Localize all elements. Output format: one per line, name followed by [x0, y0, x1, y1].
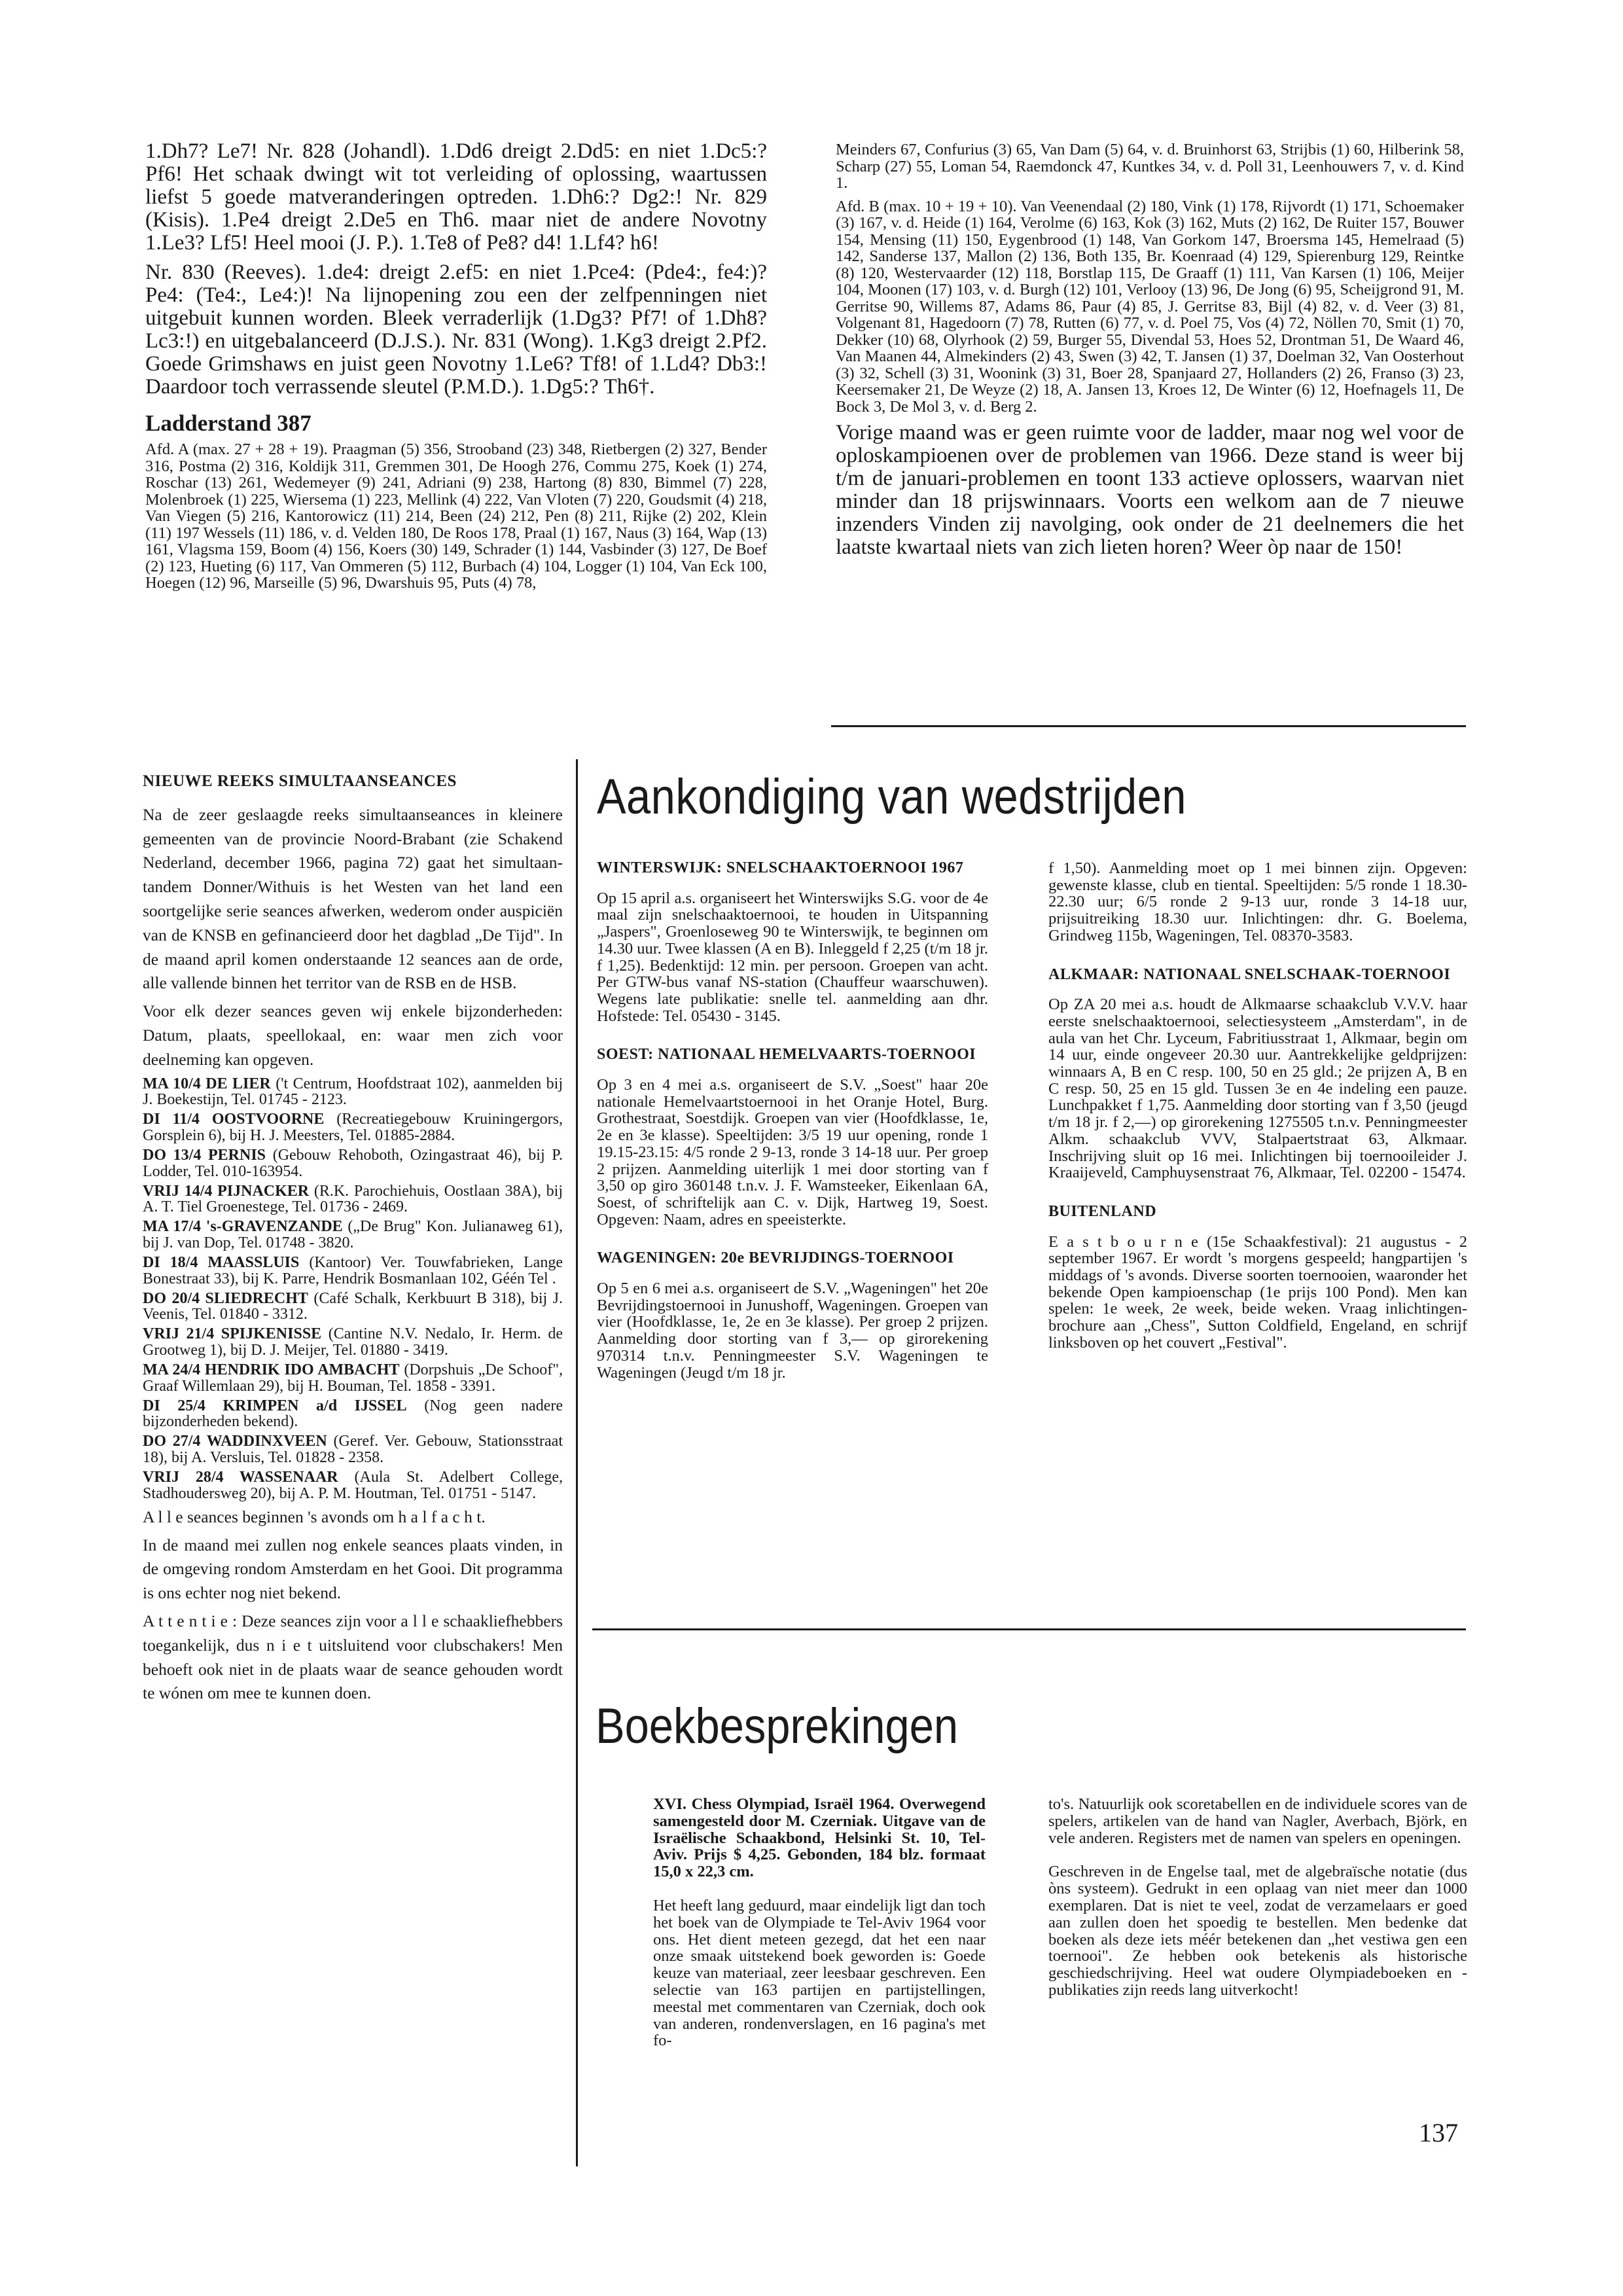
seance-details: (Cantine N.V. Nedalo, Ir. Herm. de Grootweg 1), bij D. J. Meijer, Tel. 01880 - 3419. — [143, 1325, 563, 1359]
winterswijk-text: Op 15 april a.s. organiseert het Winterswijks S.G. voor de 4e maal zijn snelschaaktoernooi, te houden in Uitspanning „Jaspers", Groenloseweg 90 te Winterswijk, te beginnen om 14.30 uur. Twee klassen (A en B). Inleggeld f 2,25 (t/m 18 jr. f 1,25). Bedenktijd: 12 min. per persoon. Groepen van acht. Per GTW-bus vanaf NS-station (Chauffeur waarschuwen). Wegens late publikatie: snelle tel. aanmelding aan dhr. Hofstede: Tel. 05430 - 3145. — [597, 889, 988, 1025]
book-reviews-title: Boekbesprekingen — [596, 1698, 959, 1754]
list-item — [143, 1362, 563, 1394]
list-item — [143, 1398, 563, 1430]
book-review-column-2 — [1048, 1796, 1467, 2016]
ladder-closing-text: Vorige maand was er geen ruimte voor de ladder, maar nog wel voor de oploskampioenen over de problemen van 1966. Deze stand is weer bij t/m de januari-problemen en toont 133 actieve oplossers, waarvan niet minder dan 18 prijswinnaars. Voorts een welkom aan de 7 nieuwe inzenders Vinden zij navolging, ook onder de 21 deelnemers die het laatste kwartaal niets van zich lieten horen? Weer òp naar de 150! — [836, 421, 1464, 559]
announcements-column-2 — [1048, 860, 1467, 1374]
list-item — [143, 1147, 563, 1179]
simul-heading: NIEUWE REEKS SIMULTAANSEANCES — [143, 772, 457, 790]
list-item — [143, 1326, 563, 1358]
seance-date-place: DO 27/4 WADDINXVEEN — [143, 1433, 327, 1450]
list-item — [143, 1076, 563, 1108]
column-divider — [576, 759, 578, 2166]
book-review-text: to's. Natuurlijk ook scoretabellen en de individuele scores van de spelers, artikelen van de hand van Nagler, Averbach, Björk, en vele anderen. Registers met de namen van spelers en openingen. — [1048, 1795, 1467, 1847]
list-item — [143, 1433, 563, 1465]
buitenland-text: E a s t b o u r n e (15e Schaakfestival): 21 augustus - 2 september 1967. Er wordt 's morgens gespeeld; hangpartijen 's middags of 's avonds. Diverse soorten toernooien, waaronder het bekende Open kampioenschap (1e prijs 100 Pond). Men kan spelen: 1e week, 2e week, beide weken. Vraag inlichtingen-brochure aan „Chess", Sutton Coldfield, Engeland, en schrijf linksboven op het couvert „Festival". — [1048, 1232, 1467, 1352]
section-divider — [592, 1628, 1466, 1630]
page-number: 137 — [1419, 2118, 1458, 2147]
ladder-division-b: Afd. B (max. 10 + 19 + 10). Van Veenendaal (2) 180, Vink (1) 178, Rijvordt (1) 171, Schoemaker (3) 167, v. d. Heide (1) 164, Verolme (6) 163, Kok (3) 162, Muts (2) 162, De Ruiter 157, Bouwer 154, Mensing (11) 150, Eygenbrood (1) 148, Van Gorkom 147, Broersma 145, Hemelraad (5) 142, Sanderse 137, Mallon (2) 136, Both 135, Br. Koenraad (4) 129, Spierenburg 129, Reintke (8) 120, Westervaarder (12) 118, Borstlap 115, De Graaff (1) 111, Van Karsen (1) 106, Meijer 104, Moonen (17) 103, v. d. Burgh (12) 101, Verlooy (13) 96, De Jong (6) 95, Scheijgrond 91, M. Gerritse 90, Willems 87, Adams 86, Paur (4) 85, J. Gerritse 83, Bijl (4) 82, v. d. Veer (3) 81, Volgenant 81, Hagedoorn (7) 78, Rutten (6) 77, v. d. Poel 75, Vos (4) 72, Nöllen 70, Smit (1) 70, Dekker (10) 68, Olyrhook (2) 59, Burger 55, Divendal 53, Hoes 52, Drontman 51, De Waard 46, Van Maanen 44, Almekinders (2) 43, Swen (3) 42, T. Jansen (1) 37, Doelman 32, Van Oosterhout (3) 32, Schell (3) 31, Woonink (3) 31, Boer 28, Spanjaard 27, Hollanders (2) 26, Franso (3) 23, Keersemaker 21, De Weyze (2) 18, A. Jansen 13, Kroes 12, De Winter (6) 12, Hoefnagels 11, De Bock 3, De Mol 3, v. d. Berg 2. — [836, 197, 1464, 416]
list-item — [143, 1291, 563, 1323]
announcements-title: Aankondiging van wedstrijden — [597, 769, 1186, 825]
seance-details: (Aula St. Adelbert College, Stadhoudersweg 20), bij A. P. M. Houtman, Tel. 01751 - 5147. — [143, 1469, 563, 1502]
book-review-text: Geschreven in de Engelse taal, met de algebraïsche notatie (dus òns systeem). Gedrukt in een oplaag van niet meer dan 1000 exemplaren. Dat is niet te veel, zodat de verzamelaars er goed aan zullen doen het spoedig te bestellen. Men bedenke dat boeken als deze iets méér betekenen dan „het vestiwa gen een toernooi". Ze hebben ook betekenis als historische geschiedschrijving. Heel wat oudere Olympiadeboeken en -publikaties zijn reeds lang uitverkocht! — [1048, 1863, 1467, 1999]
seance-details: (Recreatiegebouw Kruiningergors, Gorsplein 6), bij H. J. Meesters, Tel. 01885-2884. — [143, 1111, 563, 1144]
ladder-division-a: Afd. A (max. 27 + 28 + 19). Praagman (5) 356, Strooband (23) 348, Rietbergen (2) 327, Bender 316, Postma (2) 316, Koldijk 311, Gremmen 301, De Hoogh 276, Commu 275, Koek (1) 274, Roschar (13) 261, Wedemeyer (9) 241, Adriani (9) 238, Hartong (8) 830, Bimmel (7) 228, Molenbroek (1) 225, Wiersema (1) 223, Mellink (4) 222, Van Vloten (7) 220, Goudsmit (4) 218, Van Viegen (5) 216, Kantorowicz (11) 214, Been (24) 212, Pen (8) 211, Rijke (2) 202, Klein (11) 197 Wessels (11) 186, v. d. Velden 180, De Roos 178, Praal (1) 167, Naus (3) 164, Wap (13) 161, Vlagsma 159, Boom (4) 156, Koers (30) 149, Schrader (1) 144, Vasbinder (3) 127, De Boef (2) 123, Hueting (6) 117, Van Ommeren (5) 112, Burbach (4) 104, Logger (1) 104, Van Eck 100, Hoegen (12) 96, Marseille (5) 96, Dwarshuis 95, Puts (4) 78, — [145, 440, 767, 592]
wageningen-text-continued: f 1,50). Aanmelding moet op 1 mei binnen zijn. Opgeven: gewenste klasse, club en tiental. Speeltijden: 5/5 ronde 1 18.30-22.30 uur; 6/5 ronde 2 9-13 uur, ronde 3 14-18 uur, prijsuitreiking 18.30 uur. Inlichtingen: dhr. G. Boelema, Grindweg 115b, Wageningen, Tel. 08370-3583. — [1048, 859, 1467, 944]
ladder-division-a-continued: Meinders 67, Confurius (3) 65, Van Dam (5) 64, v. d. Bruinhorst 63, Strijbis (1) 60, Hilberink 58, Scharp (27) 55, Loman 54, Raemdonck 47, Kuntkes 34, v. d. Poll 31, Leenhouwers 7, v. d. Kind 1. — [836, 141, 1464, 192]
buitenland-heading: BUITENLAND — [1048, 1202, 1157, 1220]
seance-date-place: MA 17/4 's-GRAVENZANDE — [143, 1218, 343, 1236]
seance-details: („De Brug" Kon. Julianaweg 61), bij J. van Dop, Tel. 01748 - 3820. — [143, 1218, 563, 1251]
ladder-continued — [836, 141, 1464, 559]
seance-details: (Kantoor) Ver. Touwfabrieken, Lange Bonestraat 33), bij K. Parre, Hendrik Bosmanlaan 102, Géén Tel . — [143, 1254, 563, 1287]
seance-date-place: VRIJ 21/4 SPIJKENISSE — [143, 1325, 322, 1343]
simul-seances-column — [143, 770, 563, 1710]
solution-paragraph: 1.Dh7? Le7! Nr. 828 (Johandl). 1.Dd6 dreigt 2.Dd5: en niet 1.Dc5:? Pf6! Het schaak dwingt wit tot verleiding of oplossing, waartussen liefst 5 goede matveranderingen optreden. 1.Dh6:? Dg2:! Nr. 829 (Kisis). 1.Pe4 dreigt 2.De5 en Th6. maar niet de andere Novotny 1.Le3? Lf5! Heel mooi (J. P.). 1.Te8 of Pe8? d4! 1.Lf4? h6! — [145, 139, 767, 255]
book-review-column-1 — [653, 1796, 986, 2066]
seance-details: (Café Schalk, Kerkbuurt B 318), bij J. Veenis, Tel. 01840 - 3312. — [143, 1289, 563, 1323]
book-review-text: Het heeft lang geduurd, maar eindelijk ligt dan toch het boek van de Olympiade te Tel-Aviv 1964 voor ons. Het dient meteen gezegd, dat het een naar onze smaak uitstekend boek geworden is: Goede keuze van materiaal, zeer leesbaar geschreven. Een selectie van 163 partijen en partijstellingen, meestal met commentaren van Czerniak, doch ook van anderen, rondenverslagen, en 16 pagina's met fo- — [653, 1896, 986, 2050]
seance-date-place: MA 10/4 DE LIER — [143, 1075, 271, 1092]
seance-date-place: DI 11/4 OOSTVOORNE — [143, 1111, 325, 1128]
problem-solutions — [145, 140, 767, 592]
seance-date-place: VRIJ 28/4 WASSENAAR — [143, 1469, 338, 1486]
solution-paragraph: Nr. 830 (Reeves). 1.de4: dreigt 2.ef5: en niet 1.Pce4: (Pde4:, fe4:)? Pe4: (Te4:, Le4:)! Na lijnopening zou een der zelfpenningen niet uitgebuit kunnen worden. Bleek verraderlijk (1.Dg3? Pf7! of 1.Dh8? Lc3:!) en uitgebalanceerd (D.J.S.). Nr. 831 (Wong). 1.Kg3 dreigt 2.Pf2. Goede Grimshaws en juist geen Novotny 1.Le6? Tf8! of 1.Ld4? Db3:! Daardoor toch verrassende sleutel (P.M.D.). 1.Dg5:? Th6†. — [145, 260, 767, 399]
seance-date-place: DI 25/4 KRIMPEN a/d IJSSEL — [143, 1397, 407, 1414]
soest-heading: SOEST: NATIONAAL HEMELVAARTS-TOERNOOI — [597, 1046, 976, 1064]
list-item — [143, 1255, 563, 1287]
list-item — [143, 1219, 563, 1251]
seance-date-place: DO 20/4 SLIEDRECHT — [143, 1289, 308, 1307]
book-title-info: XVI. Chess Olympiad, Israël 1964. Overwegend samengesteld door M. Czerniak. Uitgave van de Israëlische Schaakbond, Helsinki St. 10, Tel-Aviv. Prijs $ 4,25. Gebonden, 184 blz. formaat 15,0 x 22,3 cm. — [653, 1795, 986, 1881]
list-item — [143, 1111, 563, 1143]
alkmaar-text: Op ZA 20 mei a.s. houdt de Alkmaarse schaakclub V.V.V. haar eerste snelschaaktoernooi, selectiesysteem „Amsterdam", in de aula van het Chr. Lyceum, Fabritiusstraat 1, Alkmaar, begin om 14 uur, einde ongeveer 20.30 uur. Aantrekkelijke geldprijzen: winnaars A, B en C resp. 100, 50 en 25 gld.; 2e prijzen A, B en C resp. 50, 25 en 15 gld. Tussen 3e en 4e indeling een pauze. Lunchpakket f 1,75. Aanmelding door storting van f 3,50 (jeugd t/m 18 jr. f 2,—) op girorekening 1275505 t.n.v. Penningmeester Alkm. schaakclub VVV, Stalpaertstraat 63, Alkmaar. Inschrijving sluit op 16 mei. Inlichtingen bij toernooileider J. Kraaijeveld, Camphuysenstraat 76, Alkmaar, Tel. 02200 - 15474. — [1048, 996, 1467, 1182]
seance-details: ('t Centrum, Hoofdstraat 102), aanmelden bij J. Boekestijn, Tel. 01745 - 2123. — [143, 1075, 563, 1109]
section-divider — [831, 725, 1466, 727]
ladder-title: Ladderstand 387 — [145, 410, 312, 436]
seance-details: (Nog geen nadere bijzonderheden bekend). — [143, 1397, 563, 1431]
alkmaar-heading: ALKMAAR: NATIONAAL SNELSCHAAK-TOERNOOI — [1048, 965, 1451, 983]
seance-details: (Geref. Ver. Gebouw, Stationsstraat 18), bij A. Versluis, Tel. 01828 - 2358. — [143, 1433, 563, 1467]
winterswijk-heading: WINTERSWIJK: SNELSCHAAKTOERNOOI 1967 — [597, 859, 964, 876]
seance-details: (Gebouw Rehoboth, Ozingastraat 46), bij P. Lodder, Tel. 010-163954. — [143, 1146, 563, 1180]
seance-details: (Dorpshuis „De Schoof", Graaf Willemlaan 29), bij H. Bouman, Tel. 1858 - 3391. — [143, 1361, 563, 1395]
seance-date-place: VRIJ 14/4 PIJNACKER — [143, 1182, 310, 1200]
start-time-note: A l l e seances beginnen 's avonds om h a l f a c h t. — [143, 1507, 486, 1526]
seance-details: (R.K. Parochiehuis, Oostlaan 38A), bij A. T. Tiel Groenestege, Tel. 01736 - 2469. — [143, 1182, 563, 1216]
wageningen-text: Op 5 en 6 mei a.s. organiseert de S.V. „Wageningen" het 20e Bevrijdingstoernooi in Junushoff, Wageningen. Groepen van vier (Hoofdklasse, 1e, 2e en 3e klasse). Per groep 2 prijzen. Aanmelding door storting van f 3,— op girorekening 970314 t.n.v. Penningmeester S.V. Wageningen te Wageningen (Jeugd t/m 18 jr. — [597, 1280, 988, 1382]
attention-note: A t t e n t i e : Deze seances zijn voor a l l e schaakliefhebbers toegankelijk, dus n i e t uitsluitend voor clubschakers! Men behoeft ook niet in de plaats waar de seance gehouden wordt te wónen om mee te kunnen doen. — [143, 1611, 563, 1703]
list-item — [143, 1469, 563, 1501]
seance-date-place: DO 13/4 PERNIS — [143, 1146, 266, 1164]
list-item — [143, 1183, 563, 1215]
simul-intro: Na de zeer geslaagde reeks simultaanseances in kleinere gemeenten van de provincie Noord-Brabant (zie Schakend Nederland, december 1966, pagina 72) gaat het simultaan-tandem Donner/Withuis is het Westen van het land een soortgelijke serie seances afwerken, wederom onder auspiciën van de KNSB en gefinancieerd door het dagblad „De Tijd". In de maand april komen onderstaande 12 seances aan de orde, alle vallende binnen het territor van de RSB en de HSB. — [143, 804, 563, 993]
soest-text: Op 3 en 4 mei a.s. organiseert de S.V. „Soest" haar 20e nationale Hemelvaartstoernooi in het Oranje Hotel, Burg. Grothestraat, Soestdijk. Groepen van vier (Hoofdklasse, 1e, 2e en 3e klasse). Speeltijden: 3/5 19 uur opening, ronde 1 19.15-23.15: 4/5 ronde 2 9-13, ronde 3 14-18 uur. Per groep 2 prijzen. Aanmelding uiterlijk 1 mei door storting van f 3,50 op giro 360148 t.n.v. J. F. Wamsteeker, Eikenlaan 6A, Soest, of schriftelijk aan C. v. Dijk, Hartweg 19, Soest. Opgeven: Naam, adres en speeisterkte. — [597, 1076, 988, 1229]
seance-list — [143, 1076, 563, 1502]
announcements-column-1 — [597, 860, 988, 1403]
may-seances-note: In de maand mei zullen nog enkele seances plaats vinden, in de omgeving rondom Amsterdam en het Gooi. Dit programma is ons echter nog niet bekend. — [143, 1535, 563, 1603]
seance-date-place: DI 18/4 MAASSLUIS — [143, 1254, 300, 1271]
simul-details: Voor elk dezer seances geven wij enkele bijzonderheden: Datum, plaats, speellokaal, en: waar men zich voor deelneming kan opgeven. — [143, 1001, 563, 1069]
wageningen-heading: WAGENINGEN: 20e BEVRIJDINGS-TOERNOOI — [597, 1249, 954, 1267]
seance-date-place: MA 24/4 HENDRIK IDO AMBACHT — [143, 1361, 400, 1379]
